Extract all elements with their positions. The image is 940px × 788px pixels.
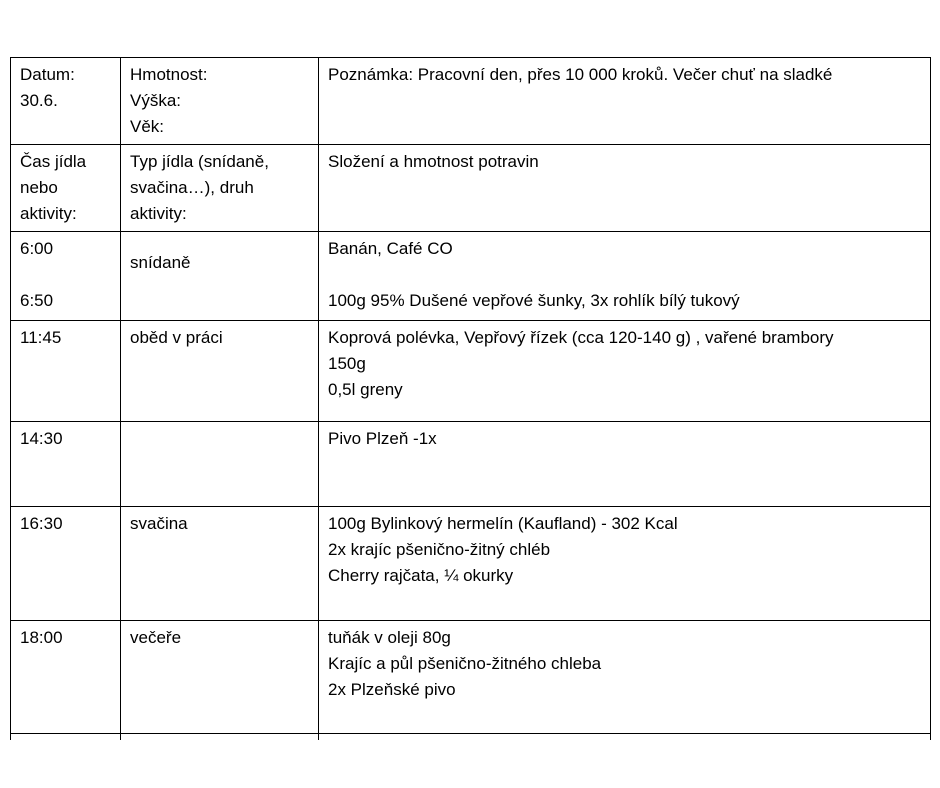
vek-label: Věk:: [130, 117, 165, 136]
content-cell: [319, 507, 931, 621]
food-line: 2x Plzeňské pivo: [328, 680, 456, 699]
food-diary-table: [10, 57, 931, 740]
empty-cell: [11, 734, 121, 741]
vyska-label: Výška:: [130, 91, 182, 110]
type-cell: [121, 422, 319, 507]
column-header-type: [121, 145, 319, 232]
meal-type: svačina: [130, 514, 188, 533]
datum-label: Datum:: [20, 65, 75, 84]
datum-value: 30.6.: [20, 91, 58, 110]
table-row: [11, 321, 931, 422]
time-cell: [11, 507, 121, 621]
table-row: [11, 232, 931, 321]
column-header-type-text: Typ jídla (snídaně, svačina…), druh aktivity:: [130, 152, 269, 223]
column-header-time: [11, 145, 121, 232]
food-line: 0,5l greny: [328, 380, 403, 399]
meal-type: [130, 426, 310, 452]
time-cell: [11, 422, 121, 507]
meal-type: snídaně: [130, 253, 191, 272]
header-row: [11, 58, 931, 145]
type-cell: [121, 621, 319, 734]
body-stats-cell: [121, 58, 319, 145]
type-cell: [121, 507, 319, 621]
content-cell: [319, 422, 931, 507]
food-line: Banán, Café CO: [328, 239, 453, 258]
food-line: 2x krajíc pšenično-žitný chléb: [328, 540, 551, 559]
column-header-row: [11, 145, 931, 232]
time-end: 6:50: [20, 291, 54, 310]
food-line: Cherry rajčata, ¼ okurky: [328, 566, 514, 585]
table-row: [11, 621, 931, 734]
food-line: 100g 95% Dušené vepřové šunky, 3x rohlík bílý tukový: [328, 291, 740, 310]
food-line: 150g: [328, 354, 366, 373]
column-header-time-text: Čas jídla nebo aktivity:: [20, 152, 87, 223]
datum-cell: [11, 58, 121, 145]
content-cell: [319, 232, 931, 321]
time-value: 16:30: [20, 514, 63, 533]
time-cell: [11, 621, 121, 734]
time-value: 14:30: [20, 429, 63, 448]
food-line: Koprová polévka, Vepřový řízek (cca 120-140 g) , vařené brambory: [328, 328, 834, 347]
table-row-empty: [11, 734, 931, 741]
content-cell: [319, 621, 931, 734]
food-line: Pivo Plzeň -1x: [328, 429, 437, 448]
meal-type: večeře: [130, 628, 182, 647]
hmotnost-label: Hmotnost:: [130, 65, 208, 84]
time-start: 6:00: [20, 239, 54, 258]
food-line: Krajíc a půl pšenično-žitného chleba: [328, 654, 602, 673]
column-header-content: [319, 145, 931, 232]
time-value: 18:00: [20, 628, 63, 647]
poznamka-text: Poznámka: Pracovní den, přes 10 000 kroků. Večer chuť na sladké: [328, 65, 833, 84]
content-cell: [319, 321, 931, 422]
empty-cell: [319, 734, 931, 741]
table-row: [11, 422, 931, 507]
meal-type: oběd v práci: [130, 328, 223, 347]
time-value: 11:45: [20, 328, 62, 347]
type-cell: [121, 232, 319, 321]
time-cell: [11, 232, 121, 321]
table-row: [11, 507, 931, 621]
food-line: 100g Bylinkový hermelín (Kaufland) - 302 Kcal: [328, 514, 678, 533]
poznamka-cell: [319, 58, 931, 145]
time-cell: [11, 321, 121, 422]
empty-cell: [121, 734, 319, 741]
food-line: tuňák v oleji 80g: [328, 628, 451, 647]
column-header-content-text: Složení a hmotnost potravin: [328, 152, 539, 171]
type-cell: [121, 321, 319, 422]
